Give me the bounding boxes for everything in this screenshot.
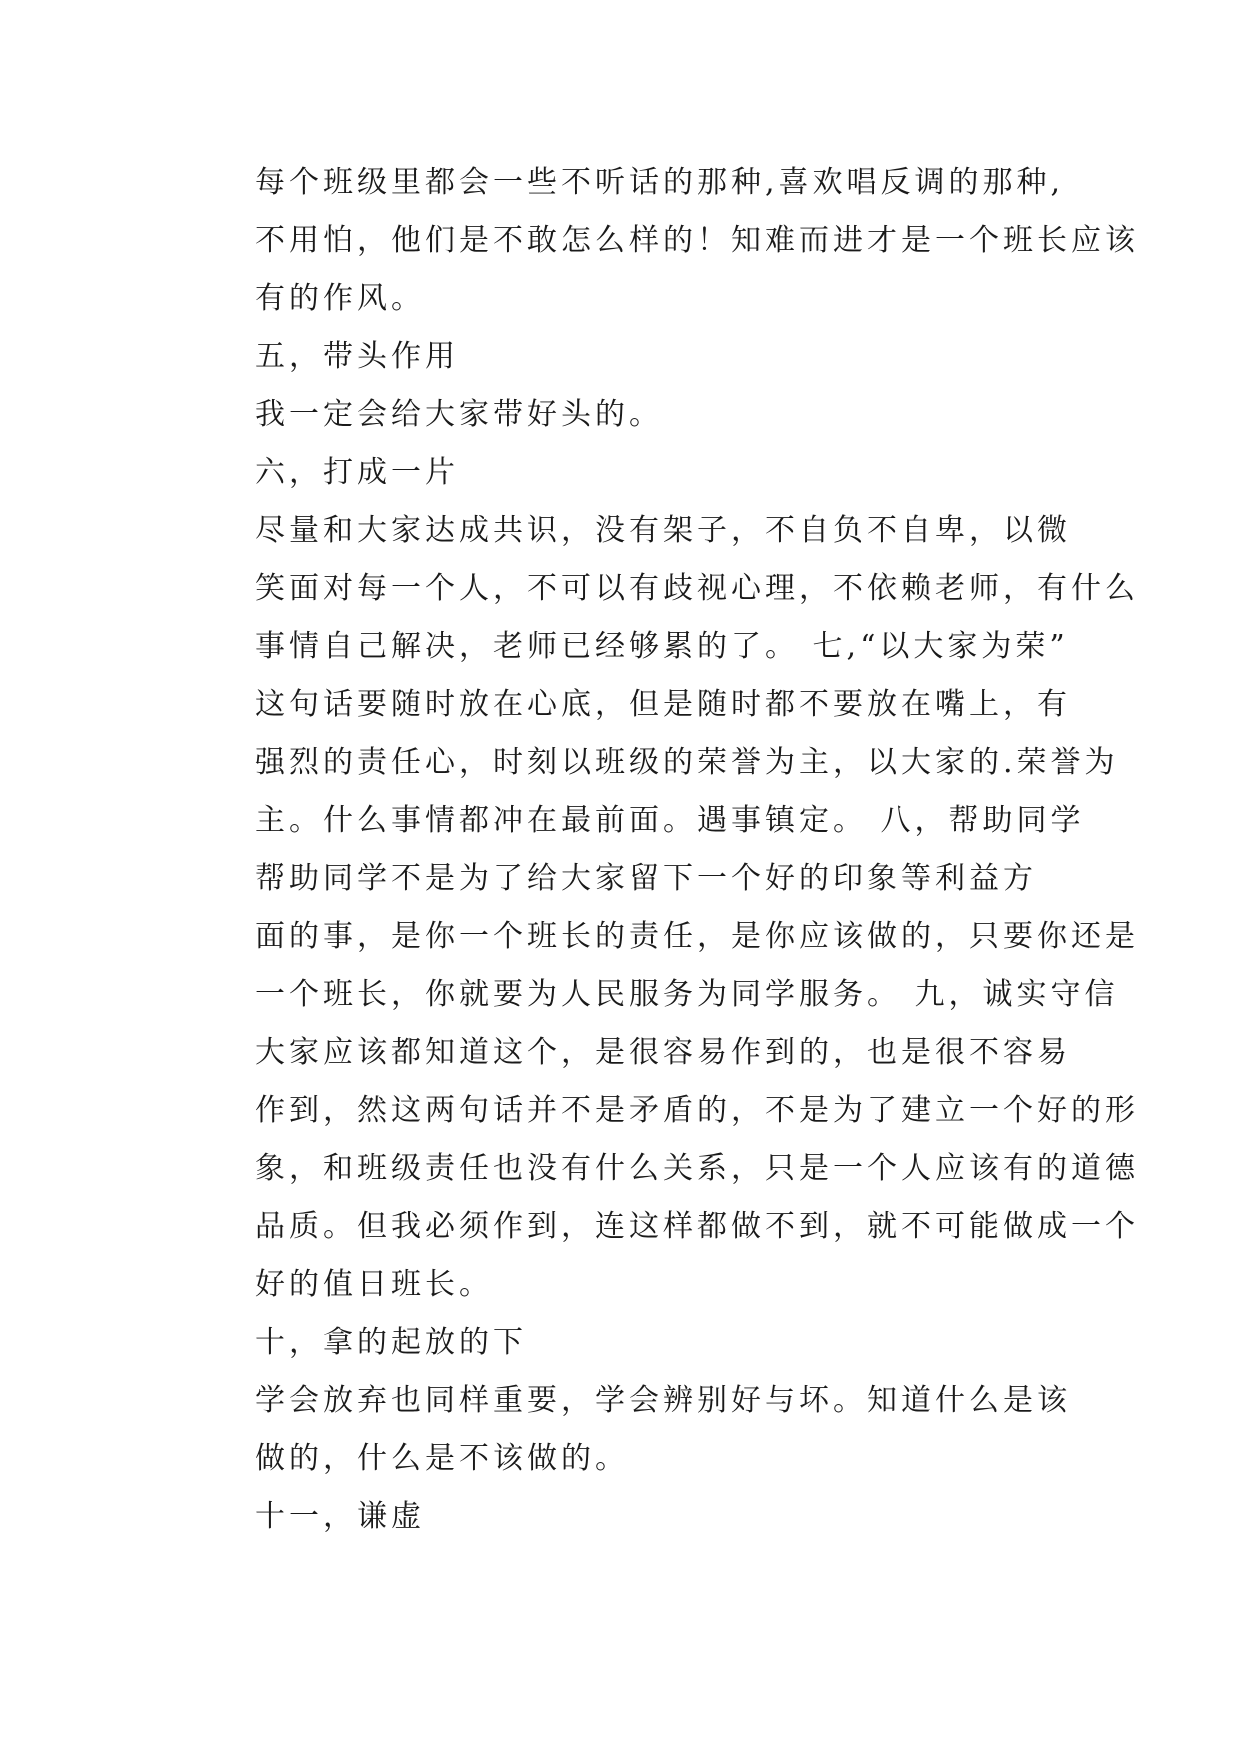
body-text [187, 154, 1139, 1546]
text-line: 一个班长，你就要为人民服务为同学服务。 九，诚实守信 [255, 977, 1119, 1012]
text-line: 主。什么事情都冲在最前面。遇事镇定。 八，帮助同学 [255, 803, 1085, 838]
text-line: 每个班级里都会一些不听话的那种,喜欢唱反调的那种, [255, 165, 1065, 200]
paragraph-1 [187, 154, 1139, 328]
text-line: 事情自己解决，老师已经够累的了。 七,“以大家为荣” [255, 629, 1069, 664]
section-heading-5 [187, 328, 1092, 386]
paragraph-3 [187, 502, 1139, 676]
text-line: 尽量和大家达成共识，没有架子，不自负不自卑，以微 [255, 513, 1071, 548]
text-line: 面的事，是你一个班长的责任，是你应该做的，只要你还是 [255, 919, 1139, 954]
paragraph-7 [187, 1372, 1092, 1488]
text-line: 六，打成一片 [255, 455, 459, 490]
text-line: 有的作风。 [255, 281, 425, 316]
section-heading-11 [187, 1488, 1092, 1546]
text-line: 作到，然这两句话并不是矛盾的，不是为了建立一个好的形 [255, 1093, 1139, 1128]
text-line: 十，拿的起放的下 [255, 1325, 527, 1360]
text-line: 帮助同学不是为了给大家留下一个好的印象等利益方 [255, 861, 1037, 896]
section-heading-10 [187, 1314, 1092, 1372]
text-line: 做的，什么是不该做的。 [255, 1441, 629, 1476]
text-line: 我一定会给大家带好头的。 [255, 397, 663, 432]
text-line: 十一，谦虚 [255, 1499, 425, 1534]
text-line: 不用怕，他们是不敢怎么样的！知难而进才是一个班长应该 [255, 223, 1139, 258]
text-line: 象，和班级责任也没有什么关系，只是一个人应该有的道德 [255, 1151, 1139, 1186]
text-line: 笑面对每一个人，不可以有歧视心理，不依赖老师，有什么 [255, 571, 1139, 606]
section-heading-6 [187, 444, 1092, 502]
text-line: 五，带头作用 [255, 339, 459, 374]
text-line: 学会放弃也同样重要，学会辨别好与坏。知道什么是该 [255, 1383, 1071, 1418]
paragraph-2 [187, 386, 1092, 444]
paragraph-5 [187, 850, 1139, 1024]
text-line: 大家应该都知道这个，是很容易作到的，也是很不容易 [255, 1035, 1071, 1070]
paragraph-4 [187, 676, 1119, 850]
text-line: 品质。但我必须作到，连这样都做不到，就不可能做成一个 [255, 1209, 1139, 1244]
text-line: 这句话要随时放在心底，但是随时都不要放在嘴上，有 [255, 687, 1071, 722]
text-line: 强烈的责任心，时刻以班级的荣誉为主，以大家的.荣誉为 [255, 745, 1119, 780]
paragraph-6 [187, 1024, 1139, 1314]
text-line: 好的值日班长。 [255, 1267, 493, 1302]
